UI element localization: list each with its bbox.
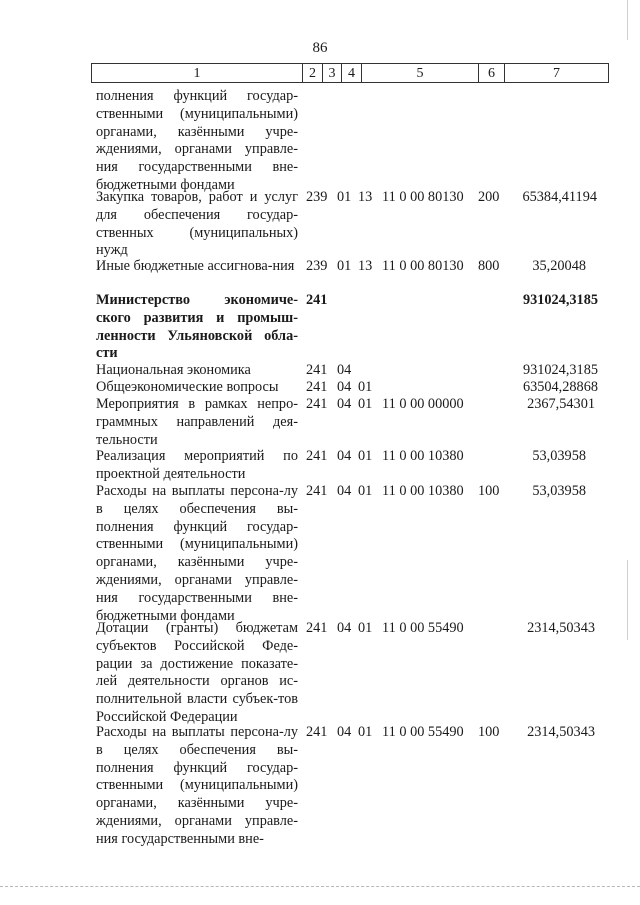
row-subsection-code: 01 — [358, 448, 373, 464]
row-amount: 931024,3185 — [522, 292, 598, 308]
row-expense-type: 100 — [478, 483, 500, 499]
row-ministry-code: 241 — [306, 396, 328, 412]
row-amount: 2367,54301 — [527, 396, 595, 412]
row-target-article: 11 0 00 10380 — [382, 483, 464, 499]
row-subsection-code: 01 — [358, 483, 373, 499]
row-expense-type: 100 — [478, 724, 500, 740]
row-subsection-code: 01 — [358, 379, 373, 395]
row-target-article: 11 0 00 00000 — [382, 396, 464, 412]
scan-bottom-edge — [0, 886, 640, 887]
row-amount: 931024,3185 — [522, 362, 598, 378]
row-subsection-code: 01 — [358, 620, 373, 636]
scan-edge-mark — [627, 560, 628, 640]
row-ministry-code: 241 — [306, 292, 328, 308]
row-description: Расходы на выплаты персона-лу в целях обеспечения вы-полнения функций государ-ственными (муниципальными) органами, казёнными учре-ждениями, органами управле-ния государственными вне- — [96, 724, 298, 847]
row-section-code: 04 — [337, 448, 352, 464]
row-ministry-code: 239 — [306, 189, 328, 205]
row-section-code: 04 — [337, 396, 352, 412]
row-description: Дотации (гранты) бюджетам субъектов Российской Феде-рации за достижение показате-лей деятельности органов ис-полнительной власти субъек-тов Российской Федерации — [96, 620, 298, 725]
row-amount: 53,03958 — [532, 448, 586, 464]
row-description: Министерство экономиче-ского развития и промыш-ленности Ульяновской обла-сти — [96, 292, 298, 362]
header-col-1: 1 — [91, 63, 303, 83]
row-description: Иные бюджетные ассигнова-ния — [96, 258, 295, 274]
row-amount: 53,03958 — [532, 483, 586, 499]
row-amount: 2314,50343 — [527, 724, 595, 740]
header-col-6: 6 — [478, 63, 505, 83]
row-ministry-code: 241 — [306, 379, 328, 395]
row-target-article: 11 0 00 55490 — [382, 620, 464, 636]
row-ministry-code: 241 — [306, 483, 328, 499]
row-ministry-code: 241 — [306, 620, 328, 636]
row-section-code: 04 — [337, 620, 352, 636]
row-expense-type: 200 — [478, 189, 500, 205]
row-subsection-code: 13 — [358, 189, 373, 205]
header-col-3: 3 — [322, 63, 342, 83]
row-description: Расходы на выплаты персона-лу в целях обеспечения вы-полнения функций государ-ственными (муниципальными) органами, казёнными учре-ждениями, органами управле-ния государственными вне-бюджетными фондами — [96, 483, 298, 624]
row-section-code: 04 — [337, 483, 352, 499]
row-section-code: 01 — [337, 258, 352, 274]
row-description: Мероприятия в рамках непро-граммных направлений дея-тельности — [96, 396, 298, 448]
row-description: Национальная экономика — [96, 362, 251, 378]
row-section-code: 04 — [337, 362, 352, 378]
header-col-7: 7 — [504, 63, 609, 83]
page-number: 86 — [312, 40, 328, 56]
row-section-code: 04 — [337, 724, 352, 740]
scan-edge-mark — [627, 0, 628, 40]
row-amount: 35,20048 — [532, 258, 586, 274]
row-target-article: 11 0 00 55490 — [382, 724, 464, 740]
row-ministry-code: 241 — [306, 362, 328, 378]
row-description: полнения функций государ-ственными (муниципальными) органами, казёнными учре-ждениями, органами управле-ния государственными вне-бюджетными фондами — [96, 88, 298, 193]
header-col-5: 5 — [361, 63, 479, 83]
row-section-code: 04 — [337, 379, 352, 395]
row-subsection-code: 13 — [358, 258, 373, 274]
row-amount: 65384,41194 — [522, 189, 597, 205]
row-subsection-code: 01 — [358, 396, 373, 412]
row-amount: 63504,28868 — [522, 379, 598, 395]
row-ministry-code: 241 — [306, 448, 328, 464]
row-amount: 2314,50343 — [527, 620, 595, 636]
row-ministry-code: 239 — [306, 258, 328, 274]
row-target-article: 11 0 00 10380 — [382, 448, 464, 464]
row-section-code: 01 — [337, 189, 352, 205]
header-col-2: 2 — [302, 63, 323, 83]
row-target-article: 11 0 00 80130 — [382, 189, 464, 205]
row-target-article: 11 0 00 80130 — [382, 258, 464, 274]
row-subsection-code: 01 — [358, 724, 373, 740]
row-description: Реализация мероприятий по проектной деятельности — [96, 448, 298, 482]
header-col-4: 4 — [341, 63, 362, 83]
row-expense-type: 800 — [478, 258, 500, 274]
row-description: Закупка товаров, работ и услуг для обеспечения государ-ственных (муниципальных) нужд — [96, 189, 298, 259]
row-description: Общеэкономические вопросы — [96, 379, 279, 395]
row-ministry-code: 241 — [306, 724, 328, 740]
